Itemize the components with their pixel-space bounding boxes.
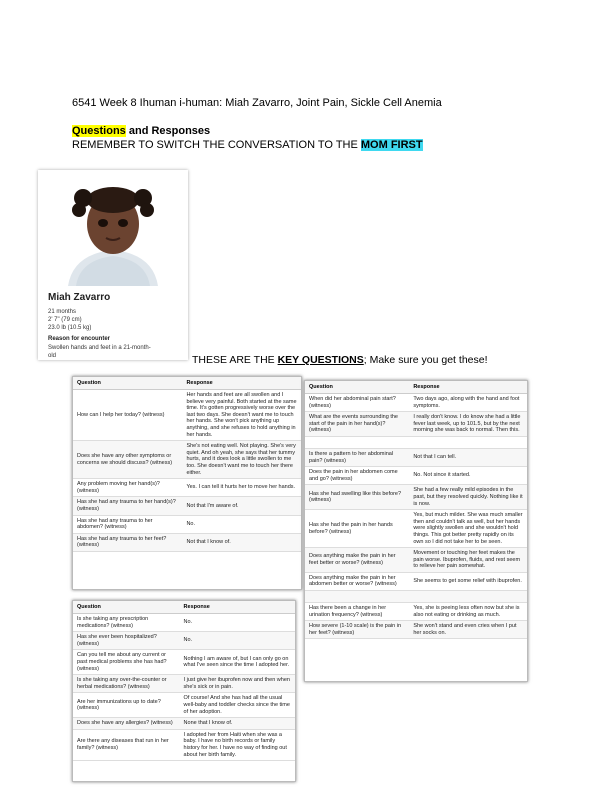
table-row [305,436,527,448]
question-cell: Has she had any trauma to her abdomen? (witness) [73,515,182,533]
key-underlined: KEY QUESTIONS [277,354,364,366]
patient-card [38,170,188,360]
question-cell: Has there been a change in her urination frequency? (witness) [305,603,409,621]
col-response: Response [409,381,527,394]
remember-text: REMEMBER TO SWITCH THE CONVERSATION TO THE [72,139,361,151]
patient-height: 2' 7" (79 cm) [48,317,82,323]
question-cell: Does the pain in her abdomen come and go? (witness) [305,467,409,485]
question-cell: When did her abdominal pain start? (witness) [305,394,409,412]
question-cell [305,591,409,603]
col-question: Question [305,381,409,394]
response-cell: No. [180,632,295,650]
response-cell: Two days ago, along with the hand and foot symptoms. [409,394,527,412]
table-row [73,693,295,718]
key-prefix: THESE ARE THE [192,354,278,366]
responses-text: and Responses [125,125,211,137]
response-cell: No. [180,614,295,632]
response-cell: No. [182,515,301,533]
table-row [73,515,301,533]
table-row [73,390,301,441]
question-cell: What are the events surrounding the start of the pain in her hand(s)? (witness) [305,412,409,437]
question-cell: Can you tell me about any current or past medical problems she has had? (witness) [73,650,180,675]
table-row [73,533,301,551]
response-cell: No. Not since it started. [409,467,527,485]
question-cell: Does she have any other symptoms or concerns we should discuss? (witness) [73,441,182,479]
table-row [305,621,527,639]
response-cell: Not that I'm aware of. [182,497,301,515]
response-cell: She seems to get some relief with ibuprofen. [409,572,527,590]
table-row [73,675,295,693]
table-row [73,497,301,515]
table-row [305,394,527,412]
response-cell: Of course! And she has had all the usual well-baby and toddler checks since the time of her adoption. [180,693,295,718]
response-cell: I adopted her from Haiti when she was a baby. I have no birth records or family history for her. I have no way of finding out about her birth family. [180,729,295,760]
table-row [305,591,527,603]
key-suffix: ; Make sure you get these! [363,354,488,366]
table-row [305,467,527,485]
response-cell: Yes, she is peeing less often now but she is also not eating or drinking as much. [409,603,527,621]
question-cell: Does anything make the pain in her abdomen better or worse? (witness) [305,572,409,590]
question-cell: Does she have any allergies? (witness) [73,718,180,730]
response-cell [409,436,527,448]
response-cell [409,591,527,603]
patient-name: Miah Zavarro [48,292,111,303]
question-cell: Is she taking any prescription medications? (witness) [73,614,180,632]
response-cell: I really don't know. I do know she had a little fever last week, up to 101.5, but by the next morning she was back to normal. Then this. [409,412,527,437]
patient-weight: 23.0 lb (10.5 kg) [48,325,92,331]
patient-age: 21 months [48,309,77,315]
table-row [73,614,295,632]
patient-stats [48,308,91,332]
table-row [305,412,527,437]
response-cell: Movement or touching her feet makes the pain worse. Ibuprofen, fluids, and rest seem to relieve her pain somewhat. [409,548,527,573]
questions-table-1 [72,376,302,590]
question-cell: Any problem moving her hand(s)? (witness) [73,479,182,497]
questions-table-2 [304,380,528,682]
question-cell: Has she had any trauma to her feet? (witness) [73,533,182,551]
response-cell: She's not eating well. Not playing. She's very quiet. And oh yeah, she says that her tummy hurts, and it does look a little swollen to me too. She doesn't want me to touch her there either. [182,441,301,479]
questions-highlight: Questions [72,125,126,137]
table-row [73,650,295,675]
question-cell: Is she taking any over-the-counter or herbal medications? (witness) [73,675,180,693]
response-cell: Yes. I can tell it hurts her to move her hands. [182,479,301,497]
question-cell: Is there a pattern to her abdominal pain? (witness) [305,448,409,466]
table-row [305,485,527,510]
table-row [305,510,527,548]
question-cell: How severe (1-10 scale) is the pain in her feet? (witness) [305,621,409,639]
question-cell [305,436,409,448]
response-cell: Not that I can tell. [409,448,527,466]
response-cell: None that I know of. [180,718,295,730]
section-heading [72,125,210,137]
col-question: Question [73,377,182,390]
response-cell: Yes, but much milder. She was much smaller then and couldn't talk as well, but her hands were slightly swollen and she wouldn't hold things. This got better pretty rapidly on its own so I did not take her to be seen. [409,510,527,548]
table-row [73,479,301,497]
reason-text: Swollen hands and feet in a 21-month-old [48,345,151,359]
question-cell: Does anything make the pain in her feet better or worse? (witness) [305,548,409,573]
question-cell: Has she had swelling like this before? (witness) [305,485,409,510]
question-cell: How can I help her today? (witness) [73,390,182,441]
patient-photo [48,176,178,286]
col-response: Response [180,601,295,614]
table-row [305,448,527,466]
col-response: Response [182,377,301,390]
response-cell: I just give her ibuprofen now and then when she's sick or in pain. [180,675,295,693]
key-questions-note [192,354,488,366]
table-row [73,718,295,730]
question-cell: Has she had any trauma to her hand(s)? (witness) [73,497,182,515]
question-cell: Are her immunizations up to date? (witness) [73,693,180,718]
question-cell: Has she had the pain in her hands before? (witness) [305,510,409,548]
response-cell: She won't stand and even cries when I put her socks on. [409,621,527,639]
response-cell: Her hands and feet are all swollen and I believe very painful. Both started at the same time. It's gotten progressively worse over the last two days. She doesn't want me to touch her hands. She won't pick anything up anything, and she refuses to hold anything in her hands. [182,390,301,441]
table-row [73,441,301,479]
table-row [305,603,527,621]
mom-first-highlight: MOM FIRST [360,139,423,151]
question-cell: Has she ever been hospitalized? (witness) [73,632,180,650]
remember-note [72,139,423,151]
response-cell: Not that I know of. [182,533,301,551]
response-cell: She had a few really mild episodes in the past, but they resolved quickly. Nothing like it is now. [409,485,527,510]
table-row [305,572,527,590]
table-row [305,548,527,573]
table-row [73,729,295,760]
table-row [73,632,295,650]
question-cell: Are there any diseases that run in her family? (witness) [73,729,180,760]
document-title: 6541 Week 8 Ihuman i-human: Miah Zavarro, Joint Pain, Sickle Cell Anemia [72,97,442,109]
questions-table-3 [72,600,296,782]
reason-label: Reason for encounter [48,336,111,342]
col-question: Question [73,601,180,614]
response-cell: Nothing I am aware of, but I can only go on what I've seen since the time I adopted her. [180,650,295,675]
